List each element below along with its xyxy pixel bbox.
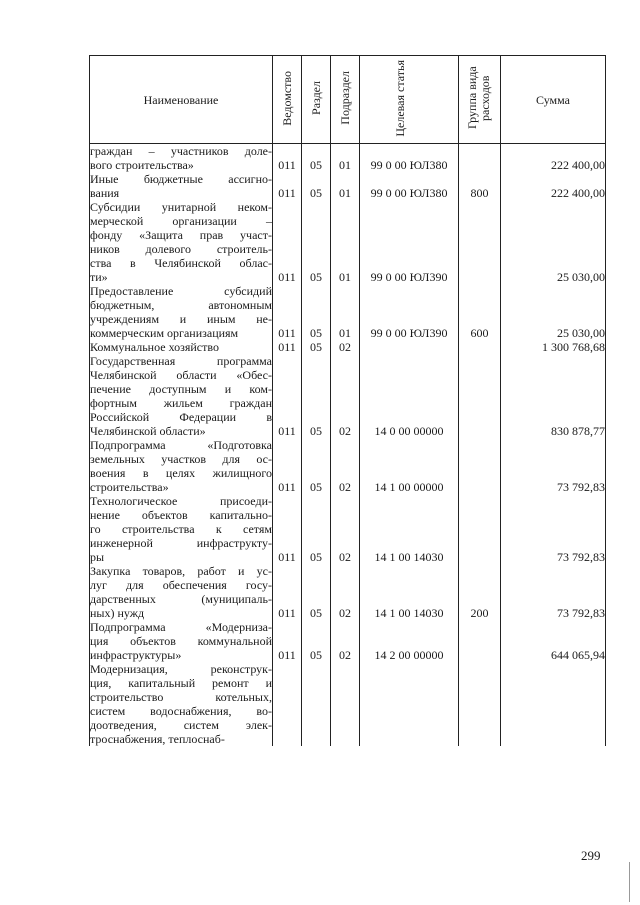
row-razdel: 05 xyxy=(302,354,331,438)
table-row xyxy=(90,354,606,438)
row-vedomstvo: 011 xyxy=(273,172,302,200)
header-gruppa: Группа вида расходов xyxy=(459,56,501,144)
row-podrazdel xyxy=(331,662,360,746)
row-summa: 222 400,00 xyxy=(501,144,606,173)
row-name-line: фортным жильем граждан xyxy=(90,396,272,410)
row-podrazdel: 02 xyxy=(331,354,360,438)
row-summa: 644 065,94 xyxy=(501,620,606,662)
row-name-line: Субсидии унитарной неком- xyxy=(90,200,272,214)
row-name-line: Коммунальное хозяйство xyxy=(90,340,219,354)
row-razdel: 05 xyxy=(302,172,331,200)
row-name-line: нение объектов капитально- xyxy=(90,508,272,522)
row-podrazdel: 01 xyxy=(331,284,360,340)
table-row xyxy=(90,438,606,494)
row-name-line: троснабжения, теплоснаб- xyxy=(90,732,225,746)
row-vedomstvo: 011 xyxy=(273,354,302,438)
row-summa: 1 300 768,68 xyxy=(501,340,606,354)
row-name-line: доотведения, систем элек- xyxy=(90,718,272,732)
header-statya: Целевая статья xyxy=(360,56,459,144)
table-header-row xyxy=(90,56,606,144)
row-name-line: вания xyxy=(90,186,120,200)
row-name-line: Иные бюджетные ассигно- xyxy=(90,172,272,186)
row-gruppa: 800 xyxy=(459,172,501,200)
row-vedomstvo: 011 xyxy=(273,564,302,620)
row-name-line: ства в Челябинской облас- xyxy=(90,256,272,270)
row-summa: 830 878,77 xyxy=(501,354,606,438)
row-name-line: Государственная программа xyxy=(90,354,272,368)
row-podrazdel: 01 xyxy=(331,172,360,200)
row-razdel: 05 xyxy=(302,284,331,340)
row-name-line: мерческой организации – xyxy=(90,214,272,228)
row-name xyxy=(90,564,273,620)
row-name-line: печение доступным и ком- xyxy=(90,382,272,396)
row-name-line: инженерной инфраструкту- xyxy=(90,536,272,550)
row-gruppa xyxy=(459,662,501,746)
row-statya xyxy=(360,340,459,354)
row-statya: 99 0 00 ЮЛ380 xyxy=(360,144,459,173)
row-name-line: фонду «Защита прав участ- xyxy=(90,228,272,242)
row-razdel: 05 xyxy=(302,438,331,494)
row-name-line: ти» xyxy=(90,270,108,284)
row-razdel: 05 xyxy=(302,200,331,284)
row-name-line: луг для обеспечения госу- xyxy=(90,578,272,592)
row-gruppa xyxy=(459,620,501,662)
row-summa: 222 400,00 xyxy=(501,172,606,200)
scan-edge-mark xyxy=(629,862,630,902)
row-vedomstvo: 011 xyxy=(273,494,302,564)
row-statya: 14 1 00 00000 xyxy=(360,438,459,494)
row-name-line: учреждениям и иным не- xyxy=(90,312,272,326)
row-name-line: го строительства к сетям xyxy=(90,522,272,536)
row-gruppa xyxy=(459,340,501,354)
row-name-line: ция, капитальный ремонт и xyxy=(90,676,272,690)
row-name-line: ция объектов коммунальной xyxy=(90,634,272,648)
row-name-line: Модернизация, реконструк- xyxy=(90,662,272,676)
header-vedomstvo: Ведомство xyxy=(273,56,302,144)
row-name-line: ных) нужд xyxy=(90,606,145,620)
row-name xyxy=(90,662,273,746)
row-name-line: граждан – участников доле- xyxy=(90,144,272,158)
header-summa: Сумма xyxy=(501,56,606,144)
row-gruppa: 200 xyxy=(459,564,501,620)
row-name xyxy=(90,438,273,494)
row-name-line: воения в целях жилищного xyxy=(90,466,272,480)
row-name-line: строительство котельных, xyxy=(90,690,272,704)
row-name-line: ры xyxy=(90,550,105,564)
row-statya: 99 0 00 ЮЛ380 xyxy=(360,172,459,200)
row-razdel: 05 xyxy=(302,564,331,620)
row-gruppa xyxy=(459,200,501,284)
row-name-line: дарственных (муниципаль- xyxy=(90,592,272,606)
row-gruppa: 600 xyxy=(459,284,501,340)
row-name-line: инфраструктуры» xyxy=(90,648,182,662)
table-row xyxy=(90,144,606,173)
row-gruppa xyxy=(459,144,501,173)
table-row xyxy=(90,200,606,284)
row-summa: 73 792,83 xyxy=(501,438,606,494)
row-name-line: Закупка товаров, работ и ус- xyxy=(90,564,272,578)
row-statya: 14 2 00 00000 xyxy=(360,620,459,662)
row-podrazdel: 01 xyxy=(331,200,360,284)
row-name-line: Российской Федерации в xyxy=(90,410,272,424)
table-row xyxy=(90,172,606,200)
table-row xyxy=(90,564,606,620)
header-razdel: Раздел xyxy=(302,56,331,144)
row-name-line: Подпрограмма «Модерниза- xyxy=(90,620,272,634)
row-summa: 25 030,00 xyxy=(501,200,606,284)
row-statya: 14 1 00 14030 xyxy=(360,494,459,564)
row-name xyxy=(90,144,273,173)
row-name-line: бюджетным, автономным xyxy=(90,298,272,312)
table-row xyxy=(90,340,606,354)
row-vedomstvo: 011 xyxy=(273,144,302,173)
row-statya: 99 0 00 ЮЛ390 xyxy=(360,200,459,284)
header-name: Наименование xyxy=(90,56,273,144)
row-vedomstvo: 011 xyxy=(273,620,302,662)
row-razdel: 05 xyxy=(302,620,331,662)
row-name-line: земельных участков для ос- xyxy=(90,452,272,466)
row-summa: 73 792,83 xyxy=(501,494,606,564)
row-summa: 25 030,00 xyxy=(501,284,606,340)
row-name-line: систем водоснабжения, во- xyxy=(90,704,272,718)
row-statya: 14 0 00 00000 xyxy=(360,354,459,438)
table-row xyxy=(90,494,606,564)
row-name-line: Технологическое присоеди- xyxy=(90,494,272,508)
row-podrazdel: 02 xyxy=(331,340,360,354)
row-podrazdel: 01 xyxy=(331,144,360,173)
row-name xyxy=(90,354,273,438)
table-row xyxy=(90,662,606,746)
row-vedomstvo xyxy=(273,662,302,746)
row-name xyxy=(90,340,273,354)
row-razdel: 05 xyxy=(302,144,331,173)
budget-table xyxy=(89,55,606,746)
row-podrazdel: 02 xyxy=(331,564,360,620)
row-name-line: вого строительства» xyxy=(90,158,194,172)
row-statya xyxy=(360,662,459,746)
row-name xyxy=(90,494,273,564)
row-name xyxy=(90,172,273,200)
row-vedomstvo: 011 xyxy=(273,284,302,340)
row-name xyxy=(90,200,273,284)
row-name xyxy=(90,620,273,662)
row-gruppa xyxy=(459,494,501,564)
row-vedomstvo: 011 xyxy=(273,200,302,284)
row-podrazdel: 02 xyxy=(331,494,360,564)
row-name-line: Челябинской области» xyxy=(90,424,206,438)
row-razdel: 05 xyxy=(302,340,331,354)
row-statya: 14 1 00 14030 xyxy=(360,564,459,620)
row-name xyxy=(90,284,273,340)
row-razdel: 05 xyxy=(302,494,331,564)
row-statya: 99 0 00 ЮЛ390 xyxy=(360,284,459,340)
row-name-line: Челябинской области «Обес- xyxy=(90,368,272,382)
row-name-line: ников долевого строитель- xyxy=(90,242,272,256)
row-podrazdel: 02 xyxy=(331,438,360,494)
row-name-line: коммерческим организациям xyxy=(90,326,239,340)
header-podrazdel: Подраздел xyxy=(331,56,360,144)
row-podrazdel: 02 xyxy=(331,620,360,662)
row-summa: 73 792,83 xyxy=(501,564,606,620)
row-vedomstvo: 011 xyxy=(273,340,302,354)
row-gruppa xyxy=(459,438,501,494)
row-summa xyxy=(501,662,606,746)
table-row xyxy=(90,284,606,340)
row-vedomstvo: 011 xyxy=(273,438,302,494)
page-number: 299 xyxy=(581,848,601,863)
row-gruppa xyxy=(459,354,501,438)
row-razdel xyxy=(302,662,331,746)
table-row xyxy=(90,620,606,662)
row-name-line: строительства» xyxy=(90,480,169,494)
row-name-line: Предоставление субсидий xyxy=(90,284,272,298)
row-name-line: Подпрограмма «Подготовка xyxy=(90,438,272,452)
